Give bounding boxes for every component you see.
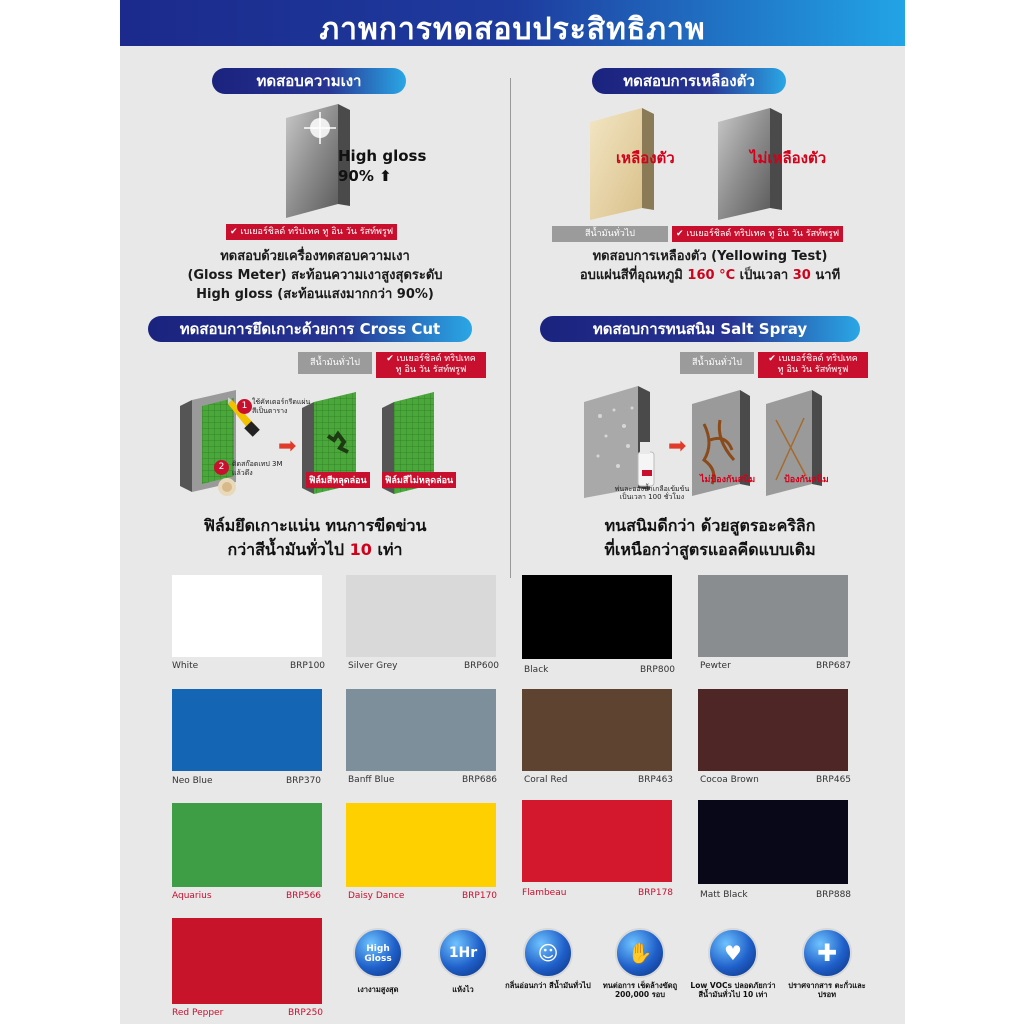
swatch-name: Aquarius <box>172 891 212 901</box>
feature-caption: ปราศจากสาร ตะกั่วและปรอท <box>788 981 866 999</box>
yellowing-generic-tag: สีน้ำมันทั่วไป <box>552 226 668 242</box>
crosscut-step2: ติดสก๊อตเทป 3M แล้วดึง <box>232 460 283 477</box>
gloss-desc-line2: (Gloss Meter) สะท้อนความเงาสูงสุดระดับ <box>187 268 443 283</box>
scrub-resistance-icon: ✋ <box>615 928 665 978</box>
crosscut-summary-line1: ฟิล์มยึดเกาะแน่น ทนการขีดข่วน <box>203 516 427 535</box>
crosscut-summary-post: เท่า <box>377 540 403 559</box>
crosscut-summary-times: 10 <box>349 540 372 559</box>
low-voc-icon: ♥ <box>708 928 758 978</box>
swatch-code: BRP250 <box>288 1008 324 1018</box>
swatch-red-pepper <box>172 918 322 1004</box>
swatch-code: BRP800 <box>640 665 676 675</box>
swatch-code: BRP686 <box>462 775 498 785</box>
swatch-name: Black <box>524 665 549 675</box>
step-two-marker: 2 <box>214 460 229 475</box>
yellowing-desc-mid: เป็นเวลา <box>739 268 789 283</box>
crosscut-generic-tag: สีน้ำมันทั่วไป <box>298 352 372 374</box>
gloss-callout <box>338 146 426 186</box>
feature-caption: กลิ่นอ่อนกว่า สีน้ำมันทั่วไป <box>505 981 591 990</box>
yellowing-minutes: 30 <box>792 268 811 283</box>
swatch-code: BRP370 <box>286 776 322 786</box>
step-one-marker: 1 <box>237 399 252 414</box>
low-odor-icon: ☺ <box>523 928 573 978</box>
saltspray-product-tag-line2: ทู อิน วัน รัสท์พรูฟ <box>777 365 849 375</box>
swatch-code: BRP465 <box>816 775 852 785</box>
section-divider <box>510 78 511 578</box>
crosscut-summary-pre: กว่าสีน้ำมันทั่วไป <box>227 540 345 559</box>
gloss-desc-line3: High gloss (สะท้อนแสงมากกว่า 90%) <box>196 287 434 302</box>
feature-caption: เงางามสูงสุด <box>357 985 399 994</box>
crosscut-heading: ทดสอบการยึดเกาะด้วยการ Cross Cut <box>148 316 472 342</box>
swatch-code: BRP100 <box>290 661 326 671</box>
swatch-name: White <box>172 661 199 671</box>
feature-caption: ทนต่อการ เช็ดล้างขัดถู 200,000 รอบ <box>602 981 678 999</box>
swatch-flambeau <box>522 800 672 882</box>
header-bar <box>120 0 905 46</box>
crosscut-result-peel: ฟิล์มสีหลุดล่อน <box>306 472 370 488</box>
swatch-name: Cocoa Brown <box>700 775 759 785</box>
gloss-desc-line1: ทดสอบด้วยเครื่องทดสอบความเงา <box>220 249 410 264</box>
crosscut-product-tag <box>376 352 486 378</box>
yellowing-desc-pre: อบแผ่นสีที่อุณหภูมิ <box>579 268 683 283</box>
page-title: ภาพการทดสอบประสิทธิภาพ <box>319 12 706 47</box>
crosscut-product-tag-line2: ทู อิน วัน รัสท์พรูฟ <box>395 365 467 375</box>
yellowed-label: เหลืองตัว <box>616 149 675 167</box>
saltspray-generic-tag: สีน้ำมันทั่วไป <box>680 352 754 374</box>
yellowing-product-tag: ✔ เบเยอร์ชิลด์ ทริปเทค ทู อิน วัน รัสท์พรูฟ <box>672 226 843 242</box>
yellowing-desc-post: นาที <box>815 268 841 283</box>
saltspray-note <box>612 485 692 501</box>
arrow-right-icon: ➡ <box>668 434 687 459</box>
swatch-coral-red <box>522 689 672 771</box>
feature-caption: Low VOCs ปลอดภัยกว่า สีน้ำมันทั่วไป 10 เท่า <box>690 981 776 999</box>
yellowing-desc-line2 <box>520 266 900 285</box>
swatch-code: BRP178 <box>638 888 674 898</box>
swatch-name: Neo Blue <box>172 776 213 786</box>
non-yellowed-label: ไม่เหลืองตัว <box>750 149 827 167</box>
saltspray-product-tag-line1: ✔ เบเยอร์ชิลด์ ทริปเทค <box>768 354 858 364</box>
gloss-heading: ทดสอบความเงา <box>212 68 406 94</box>
saltspray-note-line1: พ่นละอองน้ำเกลือเข้มข้น <box>614 485 690 493</box>
yellowing-temperature: 160 °C <box>687 268 736 283</box>
saltspray-result-norust: ไม่ป้องกันสนิม <box>700 475 756 485</box>
swatch-daisy-dance <box>346 803 496 887</box>
swatch-aquarius <box>172 803 322 887</box>
crosscut-step1: ใช้คัทเตอร์กรีดแผ่นสีเป็นตาราง <box>252 398 311 415</box>
high-gloss-icon: High Gloss <box>353 928 403 978</box>
swatch-pewter <box>698 575 848 657</box>
swatch-code: BRP463 <box>638 775 674 785</box>
yellowing-heading: ทดสอบการเหลืองตัว <box>592 68 786 94</box>
saltspray-result-rust: ป้องกันสนิม <box>784 475 829 485</box>
swatch-code: BRP170 <box>462 891 498 901</box>
swatch-name: Banff Blue <box>348 775 395 785</box>
swatch-name: Flambeau <box>522 888 567 898</box>
swatch-name: Red Pepper <box>172 1008 224 1018</box>
swatch-name: Coral Red <box>524 775 568 785</box>
swatch-code: BRP888 <box>816 890 852 900</box>
gloss-callout-line2: 90% <box>338 167 374 185</box>
brochure-page <box>120 0 905 1024</box>
tape-roll-icon <box>218 478 236 496</box>
swatch-code: BRP566 <box>286 891 322 901</box>
yellowing-description <box>520 247 900 285</box>
swatch-black <box>522 575 672 659</box>
swatch-name: Matt Black <box>700 890 748 900</box>
swatch-white <box>172 575 322 657</box>
gloss-product-tag: ✔ เบเยอร์ชิลด์ ทริปเทค ทู อิน วัน รัสท์พรูฟ <box>226 224 397 240</box>
saltspray-note-line2: เป็นเวลา 100 ชั่วโมง <box>619 493 685 501</box>
saltspray-summary-line2: ที่เหนือกว่าสูตรแอลคีดแบบเดิม <box>604 540 816 559</box>
saltspray-summary <box>520 514 900 562</box>
crosscut-product-tag-line1: ✔ เบเยอร์ชิลด์ ทริปเทค <box>386 354 476 364</box>
saltspray-summary-line1: ทนสนิมดีกว่า ด้วยสูตรอะคริลิก <box>604 516 816 535</box>
saltspray-heading: ทดสอบการทนสนิม Salt Spray <box>540 316 860 342</box>
crosscut-summary-line2 <box>140 538 490 562</box>
swatch-banff-blue <box>346 689 496 771</box>
feature-caption: แห้งไว <box>452 985 474 994</box>
crosscut-result-nopeel: ฟิล์มสีไม่หลุดล่อน <box>382 472 456 488</box>
one-hour-dry-icon: 1Hr <box>438 928 488 978</box>
saltspray-product-tag <box>758 352 868 378</box>
swatch-name: Daisy Dance <box>348 891 405 901</box>
swatch-name: Pewter <box>700 661 731 671</box>
health-safe-icon: ✚ <box>802 928 852 978</box>
swatch-name: Silver Grey <box>348 661 398 671</box>
gloss-callout-line1: High gloss <box>338 147 427 165</box>
swatch-code: BRP687 <box>816 661 852 671</box>
crosscut-summary <box>140 514 490 562</box>
arrow-right-icon: ➡ <box>278 434 297 459</box>
swatch-code: BRP600 <box>464 661 500 671</box>
swatch-silver-grey <box>346 575 496 657</box>
arrow-up-icon: ⬆ <box>379 167 392 185</box>
swatch-cocoa-brown <box>698 689 848 771</box>
swatch-neo-blue <box>172 689 322 771</box>
gloss-description <box>140 247 490 304</box>
swatch-matt-black <box>698 800 848 884</box>
yellowing-desc-line1: ทดสอบการเหลืองตัว (Yellowing Test) <box>592 249 828 264</box>
